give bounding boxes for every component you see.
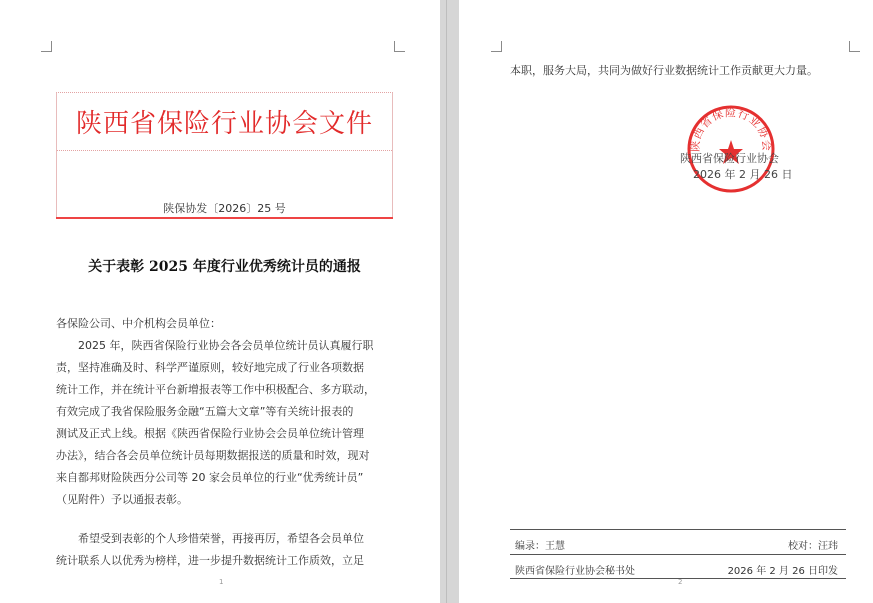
editor-label: 编录：王慧 [515,541,565,552]
document-title: 关于表彰 2025 年度行业优秀统计员的通报 [88,259,361,275]
page-corner-mark [849,41,860,52]
signature-organization: 陕西省保险行业协会 [680,152,779,165]
signature-date: 2026 年 2 月 26 日 [693,168,793,181]
page-number: 1 [219,578,224,586]
footer-rule [510,529,846,530]
page-divider [446,0,447,603]
seal-text: 陕西省保险行业协会 [688,106,774,153]
red-separator-line [56,217,393,219]
document-number: 陕保协发〔2026〕25 号 [163,202,286,215]
print-date: 2026 年 2 月 26 日印发 [727,566,838,577]
page-corner-mark [491,41,502,52]
body-continuation-line: 本职，服务大局，共同为做好行业数据统计工作贡献更大力量。 [510,64,818,77]
body-line: 统计工作，并在统计平台新增报表等工作中积极配合、多方联动， [56,383,375,396]
body-line: 2025 年，陕西省保险行业协会各会员单位统计员认真履行职 [56,339,374,352]
body-line: 统计联系人以优秀为榜样，进一步提升数据统计工作质效，立足 [56,554,364,567]
body-line: 来自都邦财险陕西分公司等 20 家会员单位的行业“优秀统计员” [56,471,364,484]
footer-row-editor [510,534,846,552]
proofreader-label: 校对：汪玮 [788,541,838,552]
page-gutter [440,0,459,603]
page-number: 2 [678,578,683,586]
body-line: 责，坚持准确及时、科学严谨原则，较好地完成了行业各项数据 [56,361,364,374]
footer-row-issuer [510,559,846,577]
footer-rule [510,554,846,555]
letterhead-title: 陕西省保险行业协会文件 [75,109,373,139]
document-body [56,313,393,511]
page-corner-mark [394,41,405,52]
body-line: 有效完成了我省保险服务金融“五篇大文章”等有关统计报表的 [56,405,354,418]
body-line: 希望受到表彰的个人珍惜荣誉，再接再厉，希望各会员单位 [56,532,364,545]
page-corner-mark [41,41,52,52]
body-line: （见附件）予以通报表彰。 [56,493,188,506]
document-body-continued [56,528,393,572]
body-line: 办法》，结合各会员单位统计员每期数据报送的质量和时效，现对 [56,449,370,462]
document-page-2 [459,0,873,603]
letterhead-divider [57,150,392,151]
body-line: 测试及正式上线。根据《陕西省保险行业协会会员单位统计管理 [56,427,364,440]
issuing-office: 陕西省保险行业协会秘书处 [515,566,635,577]
salutation: 各保险公司、中介机构会员单位： [56,317,221,330]
letterhead-box [56,92,393,218]
